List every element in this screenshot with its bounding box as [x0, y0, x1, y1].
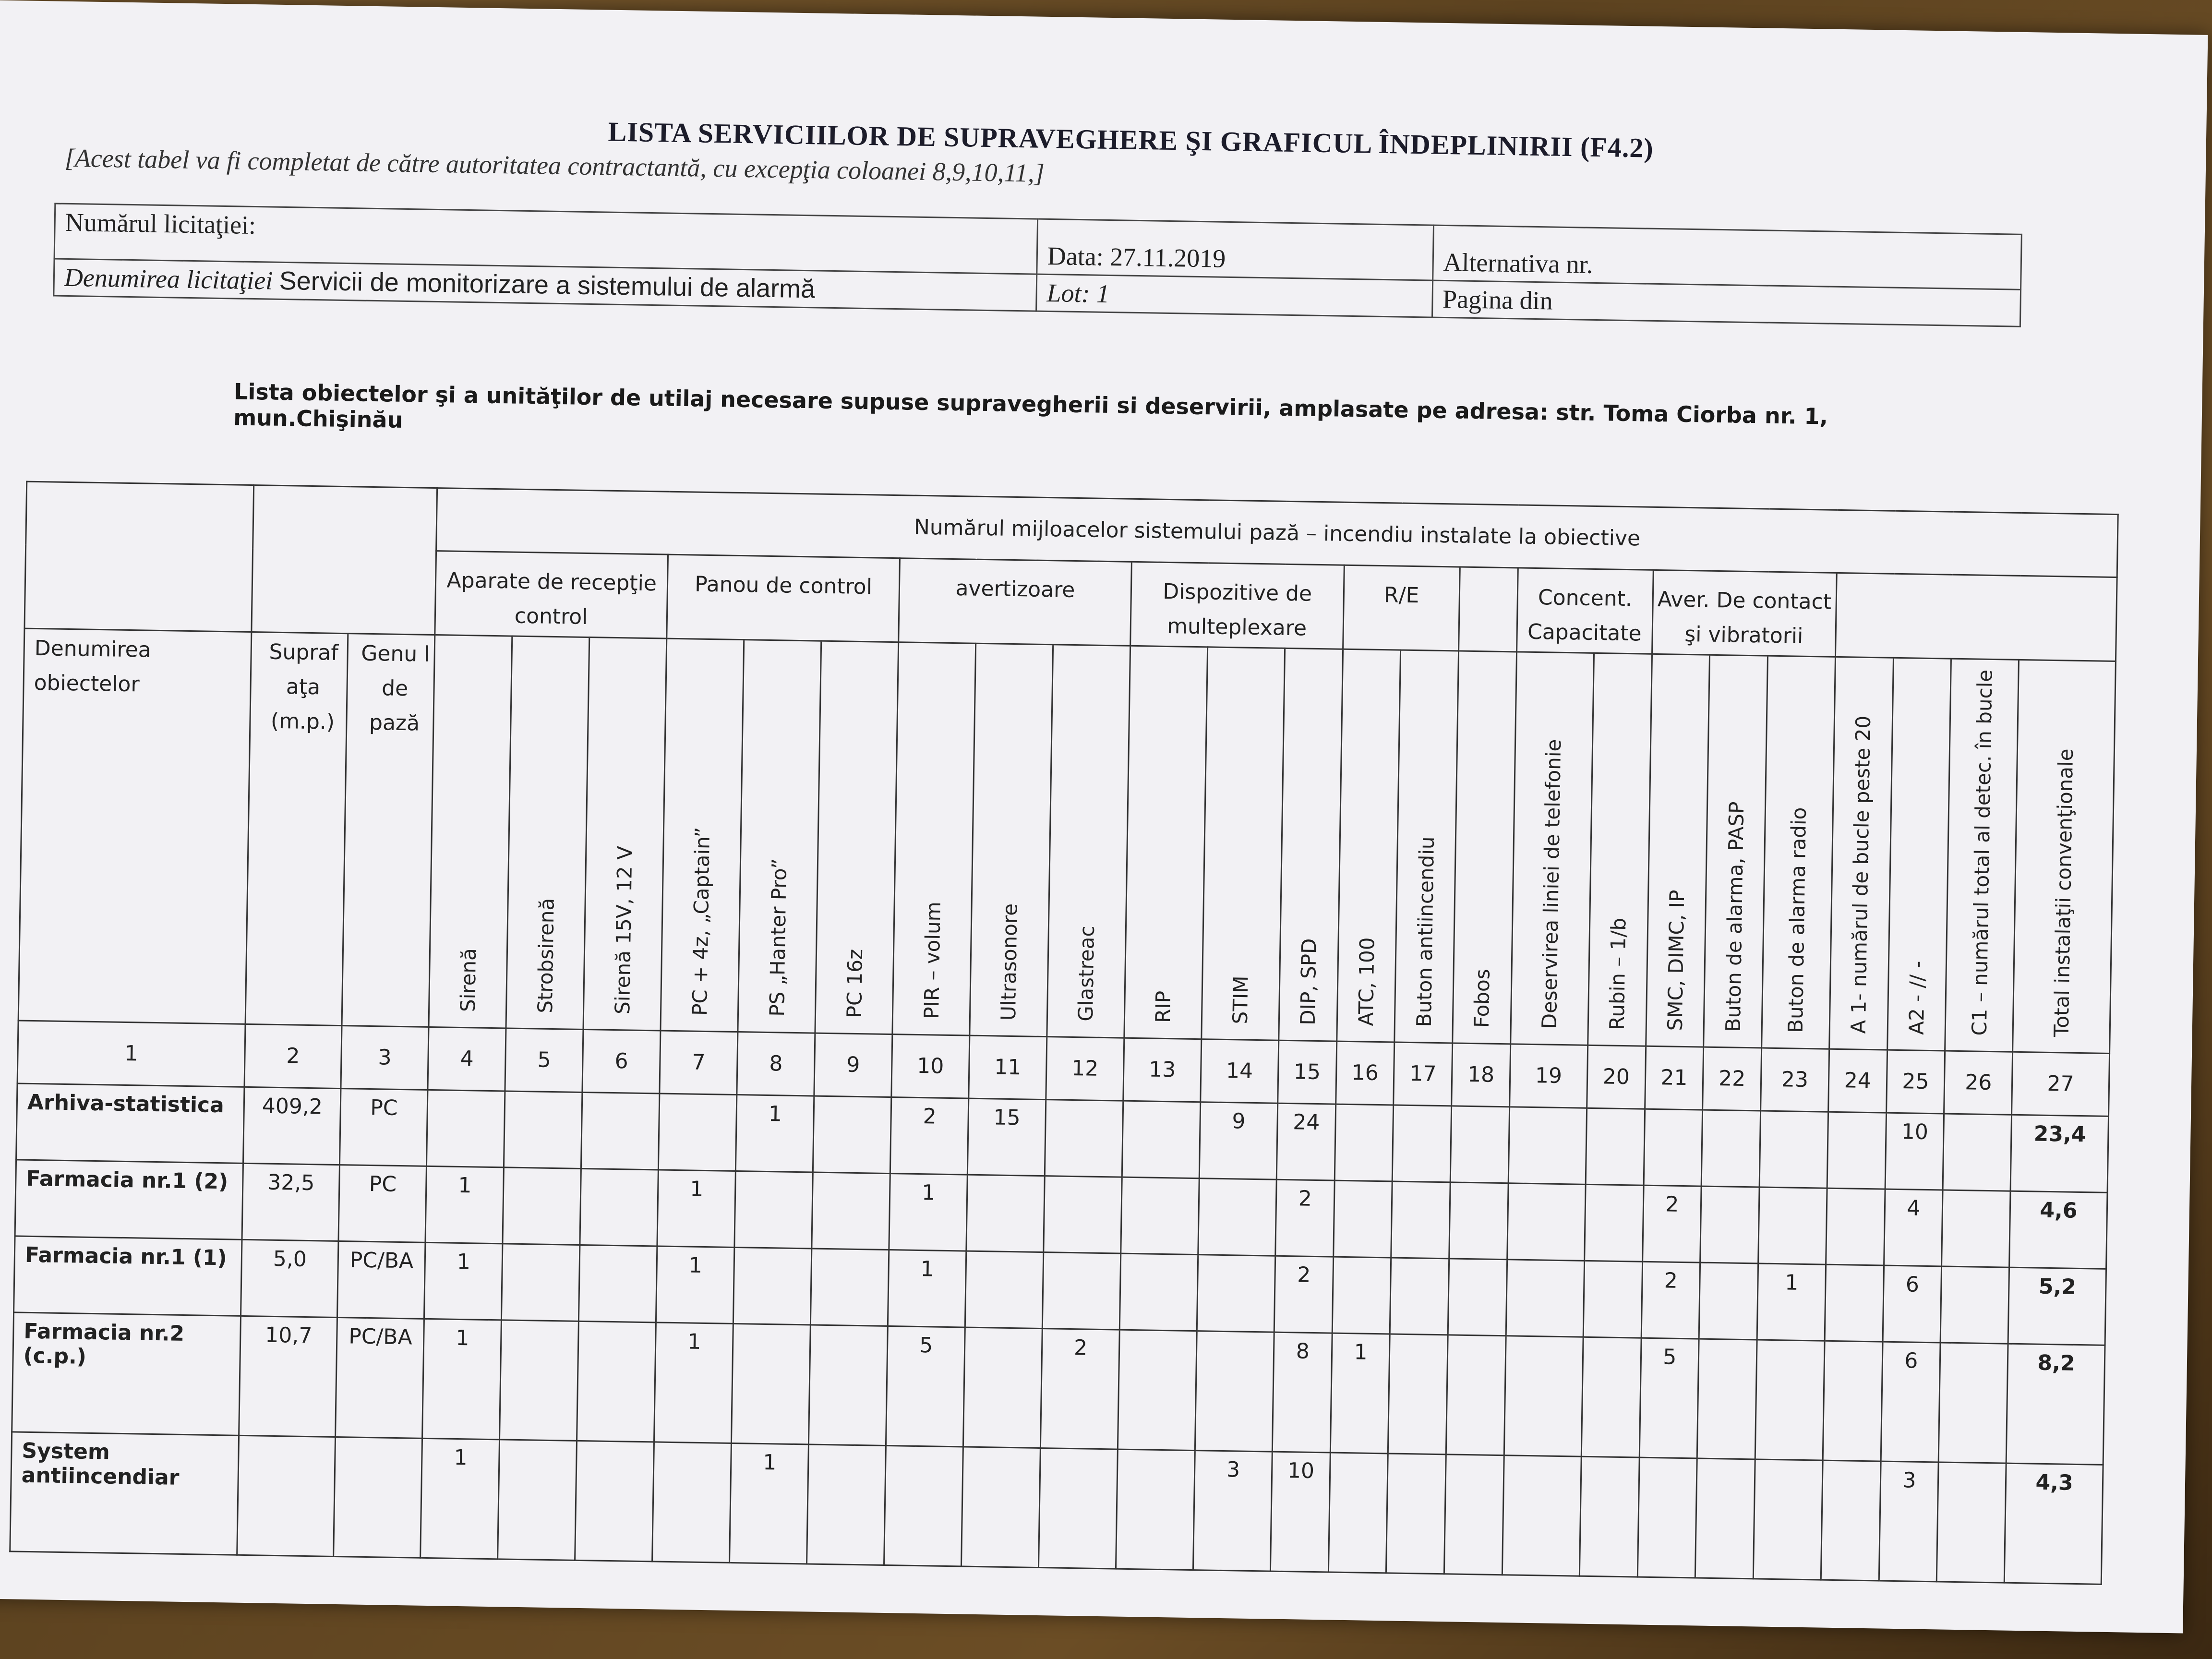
- col-header-suprafata: Supraf aţa (m.p.): [245, 632, 348, 1026]
- table-cell: [1502, 1455, 1581, 1576]
- table-cell: 1: [657, 1170, 735, 1248]
- column-number-cell: 26: [1944, 1051, 2013, 1115]
- total-cell: 4,3: [2004, 1463, 2103, 1584]
- rot-header: Ultrasonore: [970, 643, 1053, 1036]
- table-cell: [1195, 1331, 1274, 1451]
- rot-header: Buton de alarma, PASP: [1704, 655, 1768, 1048]
- table-cell: [965, 1251, 1043, 1329]
- table-cell: 1: [421, 1438, 500, 1559]
- document-subtitle: [Acest tabel va fi completat de către autoritatea contractantă, cu excepţia coloanei 8,9,10,11,]: [64, 143, 1045, 188]
- table-cell: [1444, 1455, 1504, 1575]
- group-aver: Aver. De contact şi vibratorii: [1652, 570, 1837, 657]
- table-cell: 3: [1193, 1450, 1272, 1571]
- table-cell: [1504, 1336, 1583, 1456]
- group-panou: Panou de control: [667, 554, 900, 642]
- lot-cell: [1036, 274, 1433, 317]
- table-cell: [1697, 1339, 1757, 1459]
- total-cell: 8,2: [2006, 1344, 2105, 1465]
- table-cell: [1759, 1111, 1828, 1188]
- objects-heading: Lista obiectelor şi a unităţilor de utilaj necesare supuse supravegherii si deservirii, amplasate pe adresa: str. Toma Ciorba nr. 1, mun.Chişinău: [233, 378, 1828, 433]
- rot-header: RIP: [1124, 646, 1208, 1039]
- table-cell: [1197, 1254, 1275, 1332]
- table-cell: 5: [886, 1326, 965, 1446]
- table-cell: [500, 1320, 579, 1441]
- table-cell: [1644, 1109, 1703, 1186]
- table-cell: [334, 1437, 422, 1558]
- rot-header: Sirenă 15V, 12 V: [583, 637, 667, 1031]
- table-cell: 1: [1757, 1263, 1826, 1341]
- table-cell: [1586, 1108, 1645, 1185]
- column-number-cell: 25: [1886, 1050, 1945, 1114]
- header-blank-2: [252, 485, 437, 635]
- rot-header: PIR – volum: [892, 642, 976, 1035]
- group-avertizoare: avertizoare: [899, 558, 1132, 646]
- table-cell: [734, 1171, 813, 1249]
- table-cell: 32,5: [242, 1163, 340, 1241]
- column-number-cell: 20: [1587, 1045, 1646, 1109]
- rot-header: A2 - // -: [1887, 658, 1951, 1051]
- document-title: LISTA SERVICIILOR DE SUPRAVEGHERE ŞI GRAFICUL ÎNDEPLINIRII (F4.2): [608, 116, 1654, 164]
- table-cell: 1: [730, 1443, 809, 1563]
- table-cell: [1943, 1114, 2011, 1191]
- table-cell: [1700, 1186, 1759, 1263]
- table-cell: 6: [1881, 1342, 1941, 1462]
- total-cell: 23,4: [2010, 1115, 2108, 1192]
- column-number-cell: 2: [244, 1024, 342, 1088]
- table-cell: [1508, 1107, 1587, 1185]
- table-cell: 1: [1330, 1333, 1390, 1454]
- tender-number-label: Numărul licitaţiei:: [65, 207, 256, 240]
- table-cell: 2: [1274, 1256, 1333, 1333]
- col-header-genul: Genu l de pază: [342, 634, 435, 1027]
- table-cell: [961, 1447, 1040, 1567]
- table-cell: [504, 1091, 582, 1169]
- table-cell: [503, 1167, 581, 1245]
- table-cell: 2: [1040, 1328, 1119, 1449]
- table-cell: 1: [656, 1246, 734, 1324]
- rot-header: Rubin – 1/b: [1587, 653, 1652, 1046]
- table-cell: [963, 1327, 1042, 1448]
- table-cell: 1: [889, 1173, 967, 1251]
- table-cell: [1122, 1101, 1200, 1178]
- rot-header: DIP, SPD: [1279, 648, 1343, 1041]
- column-number-cell: 1: [17, 1021, 245, 1087]
- column-number-cell: 22: [1703, 1047, 1762, 1111]
- object-name-cell: Farmacia nr.2 (c.p.): [12, 1312, 241, 1435]
- table-cell: [808, 1325, 888, 1445]
- column-number-cell: 14: [1201, 1039, 1279, 1104]
- object-name-cell: System antiincendiar: [10, 1432, 239, 1555]
- rot-header: PS „Hanter Pro”: [738, 640, 821, 1033]
- page-label: Pagina din: [1442, 284, 1553, 315]
- table-cell: PC: [340, 1088, 428, 1166]
- table-cell: 1: [654, 1322, 733, 1443]
- tender-header-table: [53, 203, 2022, 327]
- table-cell: [1042, 1252, 1120, 1330]
- column-number-cell: 3: [341, 1025, 429, 1090]
- table-cell: 10,7: [239, 1316, 337, 1437]
- table-cell: [427, 1090, 505, 1167]
- table-cell: [1823, 1341, 1883, 1461]
- table-cell: [1118, 1330, 1197, 1450]
- table-cell: [580, 1168, 658, 1246]
- table-cell: 5: [1639, 1338, 1699, 1458]
- group-blank: [1459, 567, 1518, 652]
- table-cell: 3: [1879, 1461, 1939, 1582]
- table-cell: [1044, 1176, 1122, 1253]
- date-cell: [1037, 219, 1433, 280]
- total-cell: 4,6: [2009, 1191, 2107, 1269]
- table-cell: [1699, 1262, 1758, 1340]
- table-cell: [807, 1444, 886, 1565]
- table-cell: [1753, 1459, 1823, 1580]
- group-blank-end: [1835, 573, 2117, 661]
- column-number-cell: 18: [1452, 1043, 1511, 1107]
- alternative-label: Alternativa nr.: [1443, 247, 1593, 279]
- table-cell: [1826, 1188, 1885, 1265]
- column-number-cell: 13: [1123, 1038, 1202, 1102]
- object-name-cell: Arhiva-statistica: [16, 1083, 244, 1163]
- table-cell: [1446, 1335, 1506, 1455]
- rot-header: STIM: [1202, 647, 1285, 1040]
- table-cell: 409,2: [243, 1087, 341, 1165]
- table-cell: 2: [1642, 1185, 1701, 1262]
- column-number-cell: 19: [1509, 1044, 1587, 1108]
- table-cell: [1507, 1183, 1585, 1261]
- table-cell: [652, 1442, 732, 1563]
- table-cell: [498, 1440, 577, 1560]
- table-cell: [1755, 1340, 1825, 1460]
- rot-header: SMC, DIMC, IP: [1646, 654, 1710, 1047]
- table-cell: [1121, 1177, 1199, 1255]
- col-header-denumire: Denumirea obiectelor: [18, 628, 252, 1024]
- alternative-cell: [1432, 225, 2021, 289]
- table-cell: 10: [1270, 1452, 1330, 1572]
- table-cell: 2: [1641, 1262, 1700, 1339]
- rot-header: Strobsirenă: [506, 636, 589, 1029]
- rot-header: PC + 4z, „Captain”: [661, 638, 744, 1032]
- table-cell: [1393, 1105, 1452, 1182]
- table-cell: [1579, 1456, 1639, 1577]
- table-cell: [810, 1249, 889, 1326]
- table-cell: 2: [890, 1097, 968, 1175]
- tender-name-value: Servicii de monitorizare a sistemului de alarmă: [279, 266, 816, 304]
- table-cell: [1701, 1110, 1760, 1187]
- column-number-cell: 17: [1394, 1042, 1453, 1106]
- column-number-cell: 24: [1828, 1049, 1887, 1113]
- rot-header: ATC, 100: [1336, 649, 1401, 1042]
- rot-header: Total instalaţii convenţionale: [2013, 660, 2116, 1053]
- table-cell: [966, 1175, 1045, 1252]
- table-cell: [733, 1247, 811, 1325]
- table-cell: [1119, 1253, 1198, 1331]
- table-cell: 6: [1883, 1265, 1942, 1343]
- object-name-cell: Farmacia nr.1 (2): [15, 1160, 243, 1239]
- table-cell: 1: [422, 1319, 502, 1439]
- table-cell: [1391, 1181, 1450, 1259]
- tender-name-label: Denumirea licitaţiei: [64, 263, 273, 295]
- rot-header: A 1- numărul de bucle peste 20: [1829, 657, 1893, 1050]
- table-cell: [732, 1323, 811, 1444]
- rot-header: Buton de alarma radio: [1762, 656, 1836, 1049]
- table-cell: [581, 1092, 660, 1170]
- table-cell: [812, 1172, 890, 1250]
- table-cell: [1583, 1261, 1642, 1338]
- table-cell: [1045, 1099, 1123, 1177]
- table-cell: 4: [1884, 1189, 1943, 1266]
- table-cell: [1825, 1264, 1884, 1342]
- table-cell: 8: [1272, 1332, 1332, 1453]
- column-number-cell: 12: [1046, 1036, 1124, 1101]
- table-cell: [1332, 1257, 1391, 1334]
- column-number-cell: 16: [1335, 1041, 1395, 1105]
- rot-header: Glastreac: [1047, 645, 1130, 1038]
- table-cell: PC/BA: [337, 1241, 426, 1319]
- table-cell: 5,0: [240, 1239, 338, 1317]
- table-cell: [813, 1096, 891, 1174]
- table-cell: 24: [1276, 1103, 1335, 1180]
- table-cell: 1: [888, 1250, 966, 1327]
- column-number-cell: 21: [1645, 1046, 1704, 1110]
- rot-header: Sirenă: [429, 635, 512, 1028]
- table-cell: 2: [1275, 1179, 1334, 1257]
- rot-header: C1 – numărul total al detec. în bucle: [1945, 659, 2019, 1052]
- table-cell: [1328, 1453, 1388, 1573]
- column-number-cell: 15: [1278, 1040, 1337, 1104]
- column-number-cell: 10: [891, 1034, 970, 1098]
- data-rows: [10, 1083, 2109, 1584]
- table-cell: [1938, 1343, 2008, 1463]
- header-blank-1: [24, 481, 254, 632]
- table-cell: [1198, 1178, 1276, 1256]
- table-cell: 1: [735, 1094, 814, 1172]
- object-name-cell: Farmacia nr.1 (1): [14, 1236, 242, 1316]
- table-cell: [1116, 1449, 1195, 1570]
- table-cell: [1827, 1112, 1886, 1189]
- column-number-cell: 8: [737, 1032, 815, 1096]
- column-number-cell: 5: [505, 1028, 583, 1093]
- rot-header: PC 16z: [815, 641, 899, 1034]
- table-cell: [1940, 1266, 2009, 1344]
- table-cell: [659, 1094, 737, 1171]
- column-number-cell: 6: [582, 1029, 661, 1094]
- table-cell: [577, 1321, 656, 1442]
- table-cell: 1: [424, 1242, 503, 1320]
- group-concent: Concent. Capacitate: [1516, 568, 1653, 654]
- date-label: Data: 27.11.2019: [1047, 241, 1226, 273]
- table-cell: [1937, 1462, 2007, 1583]
- column-number-cell: 9: [814, 1033, 892, 1097]
- table-cell: [1695, 1458, 1755, 1579]
- rot-header: Fobos: [1453, 651, 1517, 1044]
- table-cell: [1450, 1106, 1509, 1183]
- table-cell: [884, 1445, 963, 1566]
- table-cell: [1333, 1180, 1392, 1258]
- rot-header: Buton antiincendiu: [1395, 650, 1459, 1043]
- table-cell: [1637, 1457, 1697, 1578]
- column-number-cell: 23: [1761, 1048, 1829, 1112]
- table-cell: [1448, 1259, 1507, 1336]
- table-cell: [1388, 1334, 1448, 1455]
- total-cell: 5,2: [2008, 1267, 2106, 1345]
- lot-label: Lot: 1: [1046, 278, 1110, 309]
- table-cell: [1386, 1454, 1446, 1574]
- column-number-cell: 27: [2012, 1052, 2110, 1116]
- top-header: Numărul mijloacelor sistemului pază – incendiu instalate la obiective: [436, 488, 2118, 577]
- surveillance-table: [9, 481, 2119, 1585]
- table-cell: [575, 1441, 654, 1561]
- table-cell: [502, 1244, 580, 1322]
- rot-header: Deservirea liniei de telefonie: [1511, 652, 1594, 1045]
- column-number-cell: 11: [969, 1035, 1047, 1100]
- table-cell: [1334, 1104, 1394, 1181]
- table-cell: PC/BA: [336, 1317, 424, 1438]
- table-cell: [1506, 1260, 1584, 1337]
- table-cell: [237, 1435, 336, 1556]
- group-dispozitive: Dispozitive de multeplexare: [1130, 562, 1344, 649]
- table-cell: PC: [338, 1165, 427, 1242]
- table-cell: 1: [425, 1166, 504, 1244]
- table-cell: [1758, 1187, 1827, 1264]
- group-re: R/E: [1343, 565, 1460, 651]
- column-number-cell: 7: [660, 1031, 738, 1095]
- column-number-cell: 4: [428, 1027, 506, 1091]
- table-cell: 9: [1199, 1102, 1277, 1180]
- table-cell: 10: [1885, 1113, 1944, 1190]
- table-cell: [579, 1245, 657, 1322]
- group-aparate: Aparate de recepţie control: [435, 551, 668, 639]
- table-cell: [1584, 1184, 1643, 1262]
- table-cell: [1821, 1460, 1881, 1581]
- table-cell: [1942, 1190, 2010, 1267]
- table-cell: [1449, 1182, 1508, 1260]
- table-cell: 15: [967, 1098, 1046, 1176]
- table-cell: [1581, 1337, 1641, 1457]
- table-cell: [1038, 1448, 1118, 1568]
- table-cell: [1390, 1258, 1449, 1335]
